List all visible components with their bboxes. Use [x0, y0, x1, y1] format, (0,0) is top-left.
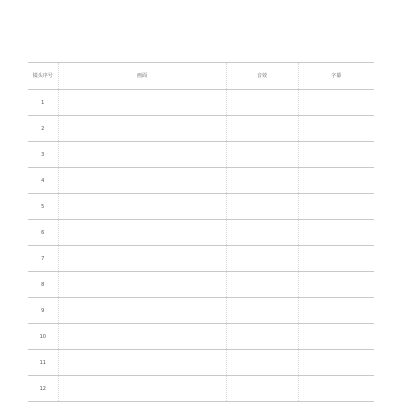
shot-number-cell: 4 [28, 168, 58, 194]
table-body [28, 90, 374, 402]
script-table [28, 62, 374, 402]
table-row [28, 376, 374, 402]
table-row [28, 116, 374, 142]
header-sound: 音效 [226, 63, 298, 90]
sound-cell [226, 194, 298, 220]
scene-cell [58, 272, 226, 298]
scene-cell [58, 298, 226, 324]
header-scene: 画面 [58, 63, 226, 90]
table-row [28, 168, 374, 194]
header-subtitle: 字幕 [298, 63, 374, 90]
scene-cell [58, 246, 226, 272]
table-row [28, 272, 374, 298]
scene-cell [58, 116, 226, 142]
table-row [28, 246, 374, 272]
table-row [28, 298, 374, 324]
scene-cell [58, 90, 226, 116]
table-row [28, 194, 374, 220]
shot-number-cell: 8 [28, 272, 58, 298]
subtitle-cell [298, 298, 374, 324]
scene-cell [58, 324, 226, 350]
scene-cell [58, 194, 226, 220]
table-row [28, 324, 374, 350]
scene-cell [58, 376, 226, 402]
table-row [28, 90, 374, 116]
shot-number-cell: 12 [28, 376, 58, 402]
table-header-row [28, 63, 374, 90]
header-shot-number: 镜头序号 [28, 63, 58, 90]
subtitle-cell [298, 324, 374, 350]
table-row [28, 350, 374, 376]
subtitle-cell [298, 272, 374, 298]
sound-cell [226, 324, 298, 350]
subtitle-cell [298, 220, 374, 246]
subtitle-cell [298, 376, 374, 402]
subtitle-cell [298, 142, 374, 168]
subtitle-cell [298, 350, 374, 376]
table-row [28, 142, 374, 168]
sound-cell [226, 90, 298, 116]
subtitle-cell [298, 90, 374, 116]
subtitle-cell [298, 246, 374, 272]
subtitle-cell [298, 194, 374, 220]
shot-number-cell: 1 [28, 90, 58, 116]
subtitle-cell [298, 168, 374, 194]
sound-cell [226, 272, 298, 298]
scene-cell [58, 142, 226, 168]
table-row [28, 220, 374, 246]
shot-number-cell: 10 [28, 324, 58, 350]
shot-number-cell: 5 [28, 194, 58, 220]
shot-number-cell: 3 [28, 142, 58, 168]
sound-cell [226, 116, 298, 142]
shot-number-cell: 7 [28, 246, 58, 272]
subtitle-cell [298, 116, 374, 142]
sound-cell [226, 220, 298, 246]
sound-cell [226, 298, 298, 324]
scene-cell [58, 220, 226, 246]
shot-number-cell: 9 [28, 298, 58, 324]
scene-cell [58, 350, 226, 376]
shot-number-cell: 11 [28, 350, 58, 376]
sound-cell [226, 168, 298, 194]
sound-cell [226, 142, 298, 168]
shot-number-cell: 2 [28, 116, 58, 142]
sound-cell [226, 350, 298, 376]
sound-cell [226, 246, 298, 272]
sound-cell [226, 376, 298, 402]
scene-cell [58, 168, 226, 194]
shot-number-cell: 6 [28, 220, 58, 246]
